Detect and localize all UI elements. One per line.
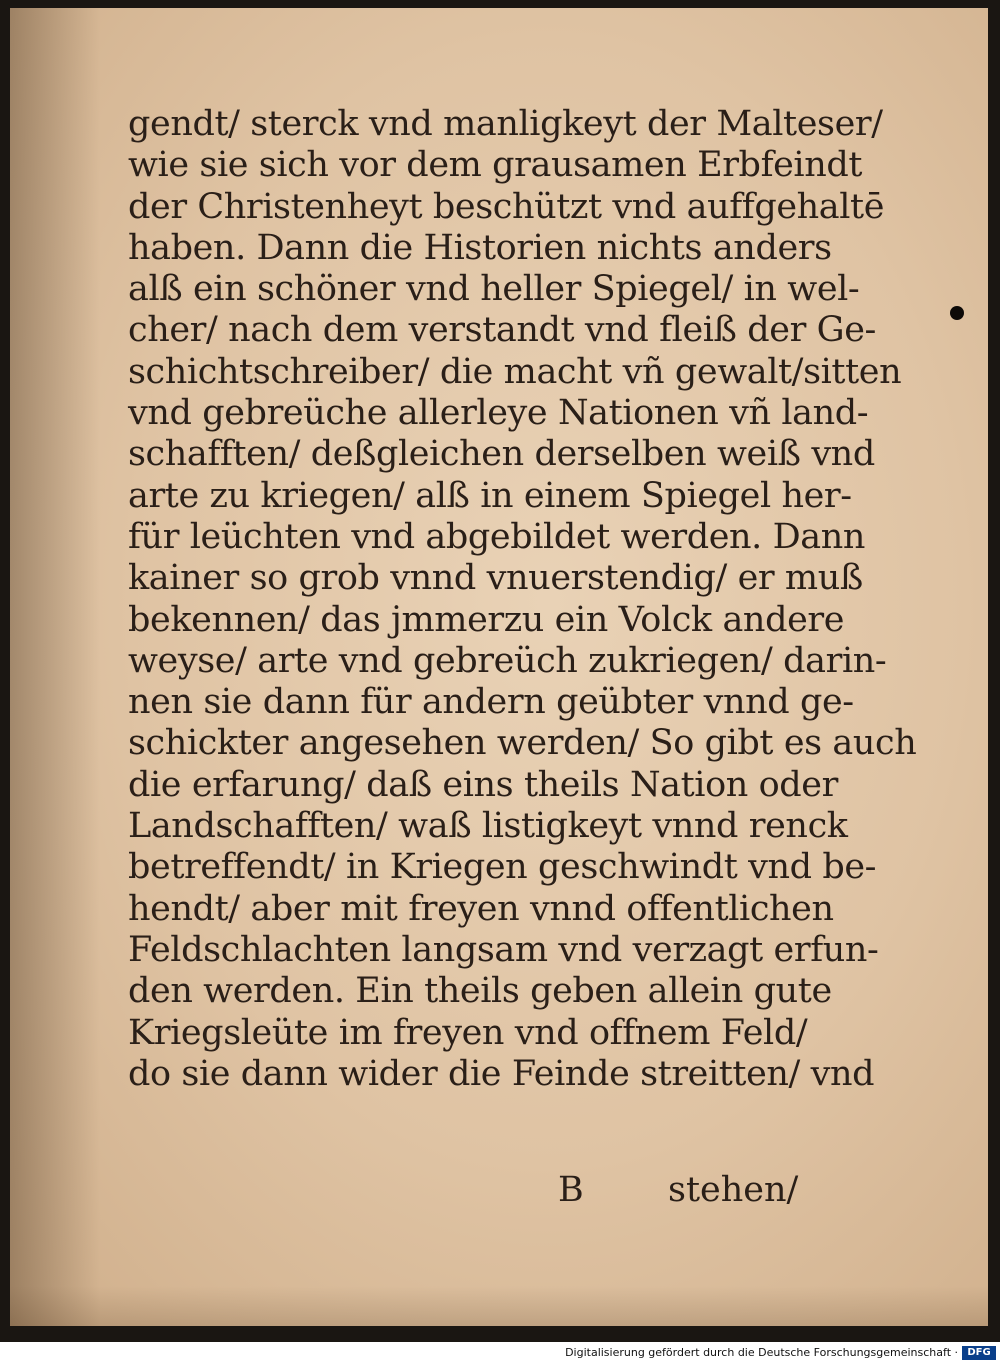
text-line: vnd gebreüche allerleye Nationen vñ land- [128,393,869,434]
text-line: schichtschreiber/ die macht vñ gewalt/sitten [128,351,902,392]
signature-line [128,1170,828,1214]
text-line: schafften/ deßgleichen derselben weiß vnd [128,434,875,475]
text-line: für leüchten vnd abgebildet werden. Dann [128,516,866,557]
catchword: stehen/ [668,1170,799,1210]
text-line: cher/ nach dem verstandt vnd fleiß der Ge- [128,310,876,351]
dfg-logo: DFG [962,1346,996,1360]
bottom-shadow [10,1286,988,1326]
text-line: schickter angesehen werden/ So gibt es auch [128,723,917,764]
text-line: Kriegsleüte im freyen vnd offnem Feld/ [128,1012,808,1053]
margin-dot [950,306,964,320]
text-line: wie sie sich vor dem grausamen Erbfeindt [128,145,863,186]
text-line: hendt/ aber mit freyen vnnd offentlichen [128,888,834,929]
text-line: Feldschlachten langsam vnd verzagt erfun- [128,929,879,970]
funding-credit: Digitalisierung gefördert durch die Deutsche Forschungsgemeinschaft · [565,1346,958,1359]
text-line: den werden. Ein theils geben allein gute [128,971,832,1012]
text-line: die erfarung/ daß eins theils Nation oder [128,764,838,805]
signature-mark: B [558,1170,584,1210]
body-text [128,104,917,1095]
text-line: Landschafften/ waß listigkeyt vnnd renck [128,806,848,847]
gutter-shadow [10,8,100,1326]
footer-bar [0,1342,1000,1364]
text-line: kainer so grob vnnd vnuerstendig/ er muß [128,558,863,599]
text-line: alß ein schöner vnd heller Spiegel/ in wel- [128,269,860,310]
text-line: weyse/ arte vnd gebreüch zukriegen/ darin- [128,640,887,681]
text-line: nen sie dann für andern geübter vnnd ge- [128,682,854,723]
text-line: betreffendt/ in Kriegen geschwindt vnd be- [128,847,877,888]
page-scan [10,8,988,1326]
text-line: gendt/ sterck vnd manligkeyt der Malteser/ [128,104,883,144]
text-line: arte zu kriegen/ alß in einem Spiegel her- [128,475,852,516]
text-line: haben. Dann die Historien nichts anders [128,227,832,268]
text-line: do sie dann wider die Feinde streitten/ vnd [128,1053,875,1094]
text-line: bekennen/ das jmmerzu ein Volck andere [128,599,845,640]
text-line: der Christenheyt beschützt vnd auffgehaltē [128,186,885,227]
